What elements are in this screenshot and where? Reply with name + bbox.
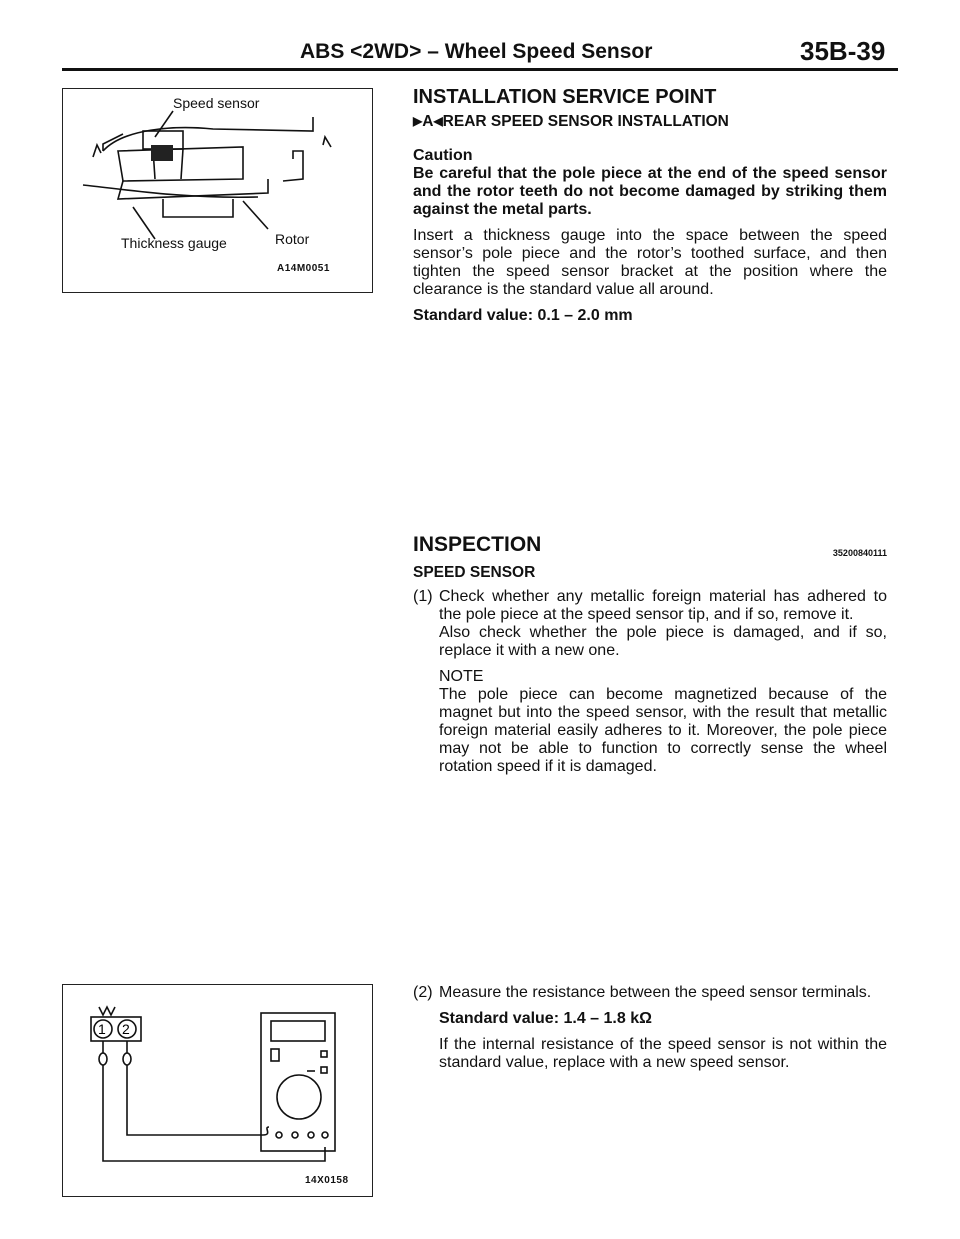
- note-label: NOTE: [439, 668, 484, 685]
- subheading-text: REAR SPEED SENSOR INSTALLATION: [442, 113, 729, 130]
- item-number: (1): [413, 588, 433, 605]
- ohmmeter-illustration: [63, 985, 371, 1195]
- item2-text: Measure the resistance between the speed sensor terminals.: [439, 984, 872, 1001]
- installation-heading: INSTALLATION SERVICE POINT: [413, 86, 717, 108]
- header-rule: [62, 68, 898, 71]
- thickness-gauge-label: Thickness gauge: [121, 235, 227, 251]
- resistance-measurement-figure: [62, 984, 373, 1197]
- figure-code: 14X0158: [305, 1175, 349, 1186]
- installation-subheading: [413, 112, 887, 131]
- caution-text: Be careful that the pole piece at the end of the speed sensor and the rotor teeth do not become damaged by striking them against the metal parts.: [413, 165, 887, 218]
- connector-pin-1: 1: [98, 1021, 106, 1037]
- item2-standard: Standard value: 1.4 – 1.8 kΩ: [439, 1010, 652, 1027]
- figure-code: A14M0051: [277, 263, 330, 274]
- connector-pin-2: 2: [122, 1021, 130, 1037]
- inspection-section: [413, 533, 887, 776]
- inspection-heading: INSPECTION: [413, 533, 542, 556]
- item1-text: Check whether any metallic foreign material has adhered to the pole piece at the speed sensor tip, and if so, remove it.: [439, 588, 887, 623]
- speed-sensor-illustration: [63, 89, 371, 291]
- page-number: 35B-39: [800, 36, 886, 66]
- inspection-item-1: [413, 588, 887, 776]
- installation-body: Insert a thickness gauge into the space between the speed sensor’s pole piece and the rotor’s toothed surface, and then tighten the speed sensor bracket at the position where the clearance is the standard value all around.: [413, 227, 887, 298]
- inspection-item-2: [413, 984, 887, 1072]
- item1-text2: Also check whether the pole piece is damaged, and if so, replace it with a new one.: [439, 624, 887, 659]
- inspection-ref-code: 35200840111: [832, 548, 887, 558]
- installation-standard: Standard value: 0.1 – 2.0 mm: [413, 307, 633, 324]
- installation-section: [413, 88, 887, 325]
- page-title: ABS <2WD> – Wheel Speed Sensor: [300, 40, 653, 63]
- item2-text2: If the internal resistance of the speed sensor is not within the standard value, replace with a new speed sensor.: [439, 1036, 887, 1071]
- caution-label: Caution: [413, 147, 473, 164]
- speed-sensor-label: Speed sensor: [173, 95, 260, 111]
- triangle-left-icon: ◀: [433, 114, 443, 128]
- triangle-right-icon: ▶: [413, 114, 423, 128]
- item-number: (2): [413, 984, 433, 1001]
- note-text: The pole piece can become magnetized because of the magnet but into the speed sensor, with the result that metallic foreign material easily adheres to it. Moreover, the pole piece may not be able to function to correctly sense the wheel rotation speed if it is damaged.: [439, 686, 887, 775]
- speed-sensor-figure: [62, 88, 373, 293]
- rotor-label: Rotor: [275, 231, 310, 247]
- subheading-marker: A: [422, 113, 434, 130]
- speed-sensor-subheading: SPEED SENSOR: [413, 564, 536, 581]
